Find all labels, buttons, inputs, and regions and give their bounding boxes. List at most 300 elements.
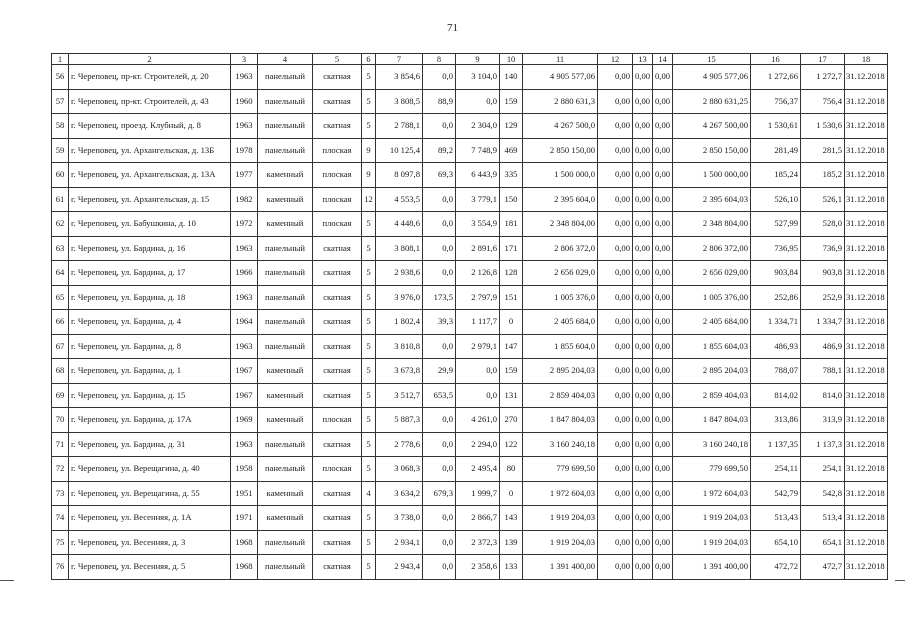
cell-fund-source-1: 0,00: [598, 236, 633, 261]
cell-roof-type: плоская: [313, 187, 362, 212]
cell-fund-source-2: 0,00: [633, 481, 653, 506]
cell-fund-source-2: 0,00: [633, 138, 653, 163]
cell-total-cost: 2 405 684,0: [523, 310, 598, 335]
cell-fund-source-1: 0,00: [598, 481, 633, 506]
cell-residents: 128: [500, 261, 523, 286]
table-row: [52, 359, 888, 384]
table-row: [52, 334, 888, 359]
cell-max-cost-per-sqm: 281,5: [801, 138, 845, 163]
cell-total-cost: 1 005 376,0: [523, 285, 598, 310]
cell-year-built: 1963: [231, 285, 258, 310]
cell-row-number: 74: [52, 506, 69, 531]
cell-residents: 181: [500, 212, 523, 237]
cell-roof-type: плоская: [313, 408, 362, 433]
cell-fund-source-1: 0,00: [598, 383, 633, 408]
cell-owner-funds: 1 391 400,00: [673, 555, 751, 580]
cell-residential-area: 0,0: [456, 383, 500, 408]
cell-residential-area: 2 304,0: [456, 114, 500, 139]
cell-residential-area: 6 443,9: [456, 163, 500, 188]
table-row: [52, 408, 888, 433]
cell-owner-funds: 1 972 604,03: [673, 481, 751, 506]
cell-floors: 5: [362, 555, 376, 580]
cell-row-number: 62: [52, 212, 69, 237]
cell-total-cost: 3 160 240,18: [523, 432, 598, 457]
cell-row-number: 67: [52, 334, 69, 359]
column-header-11: 11: [523, 54, 598, 65]
cell-fund-source-3: 0,00: [653, 163, 673, 188]
cell-residents: 159: [500, 89, 523, 114]
cell-floors: 5: [362, 432, 376, 457]
cell-cost-per-sqm: 1 334,71: [751, 310, 801, 335]
cell-nonresidential-area: 0,0: [423, 555, 456, 580]
cell-wall-material: каменный: [258, 383, 313, 408]
cell-completion-date: 31.12.2018: [845, 432, 888, 457]
cell-owner-funds: 2 880 631,25: [673, 89, 751, 114]
cell-total-area: 3 068,3: [376, 457, 423, 482]
cell-fund-source-2: 0,00: [633, 212, 653, 237]
cell-floors: 5: [362, 89, 376, 114]
cell-max-cost-per-sqm: 313,9: [801, 408, 845, 433]
cell-max-cost-per-sqm: 254,1: [801, 457, 845, 482]
cell-residents: 270: [500, 408, 523, 433]
cell-completion-date: 31.12.2018: [845, 506, 888, 531]
cell-address: г. Череповец, ул. Бардина, д. 31: [69, 432, 231, 457]
cell-fund-source-1: 0,00: [598, 408, 633, 433]
cell-year-built: 1958: [231, 457, 258, 482]
cell-row-number: 76: [52, 555, 69, 580]
cell-total-cost: 779 699,50: [523, 457, 598, 482]
cell-roof-type: скатная: [313, 506, 362, 531]
cell-residential-area: 2 126,8: [456, 261, 500, 286]
cell-fund-source-3: 0,00: [653, 310, 673, 335]
cell-wall-material: каменный: [258, 359, 313, 384]
column-header-12: 12: [598, 54, 633, 65]
table-row: [52, 236, 888, 261]
cell-fund-source-1: 0,00: [598, 310, 633, 335]
cell-floors: 5: [362, 530, 376, 555]
cell-owner-funds: 2 395 604,03: [673, 187, 751, 212]
cell-fund-source-3: 0,00: [653, 138, 673, 163]
cell-fund-source-3: 0,00: [653, 65, 673, 90]
cell-total-area: 3 808,1: [376, 236, 423, 261]
cell-max-cost-per-sqm: 513,4: [801, 506, 845, 531]
cell-residents: 335: [500, 163, 523, 188]
cell-total-cost: 2 895 204,03: [523, 359, 598, 384]
cell-nonresidential-area: 29,9: [423, 359, 456, 384]
cell-year-built: 1966: [231, 261, 258, 286]
table-row: [52, 285, 888, 310]
cell-total-area: 2 934,1: [376, 530, 423, 555]
cell-wall-material: каменный: [258, 187, 313, 212]
cell-fund-source-1: 0,00: [598, 457, 633, 482]
cell-total-area: 2 778,6: [376, 432, 423, 457]
cell-year-built: 1982: [231, 187, 258, 212]
cell-fund-source-2: 0,00: [633, 506, 653, 531]
cell-fund-source-3: 0,00: [653, 432, 673, 457]
table-row: [52, 261, 888, 286]
cell-fund-source-2: 0,00: [633, 65, 653, 90]
cell-fund-source-3: 0,00: [653, 383, 673, 408]
cell-fund-source-2: 0,00: [633, 285, 653, 310]
cell-max-cost-per-sqm: 526,1: [801, 187, 845, 212]
cell-owner-funds: 1 847 804,03: [673, 408, 751, 433]
cell-total-area: 2 943,4: [376, 555, 423, 580]
cell-completion-date: 31.12.2018: [845, 89, 888, 114]
page-number: 71: [447, 22, 458, 34]
cell-max-cost-per-sqm: 528,0: [801, 212, 845, 237]
cell-owner-funds: 2 859 404,03: [673, 383, 751, 408]
cell-row-number: 59: [52, 138, 69, 163]
cell-address: г. Череповец, ул. Весенняя, д. 5: [69, 555, 231, 580]
column-header-14: 14: [653, 54, 673, 65]
cell-cost-per-sqm: 814,02: [751, 383, 801, 408]
cell-residents: 171: [500, 236, 523, 261]
cell-nonresidential-area: 0,0: [423, 187, 456, 212]
cell-completion-date: 31.12.2018: [845, 163, 888, 188]
cell-fund-source-3: 0,00: [653, 408, 673, 433]
table-row: [52, 506, 888, 531]
column-header-6: 6: [362, 54, 376, 65]
cell-owner-funds: 2 656 029,00: [673, 261, 751, 286]
cell-wall-material: каменный: [258, 506, 313, 531]
cell-total-cost: 2 850 150,00: [523, 138, 598, 163]
cell-wall-material: панельный: [258, 65, 313, 90]
cell-year-built: 1968: [231, 555, 258, 580]
cell-wall-material: панельный: [258, 432, 313, 457]
cell-nonresidential-area: 0,0: [423, 530, 456, 555]
cell-completion-date: 31.12.2018: [845, 530, 888, 555]
cell-residential-area: 1 999,7: [456, 481, 500, 506]
cell-year-built: 1972: [231, 212, 258, 237]
cell-cost-per-sqm: 527,99: [751, 212, 801, 237]
cell-fund-source-2: 0,00: [633, 187, 653, 212]
cell-floors: 5: [362, 506, 376, 531]
cell-fund-source-2: 0,00: [633, 310, 653, 335]
cell-residential-area: 7 748,9: [456, 138, 500, 163]
cell-residential-area: 2 294,0: [456, 432, 500, 457]
column-header-18: 18: [845, 54, 888, 65]
cell-nonresidential-area: 0,0: [423, 432, 456, 457]
cell-year-built: 1951: [231, 481, 258, 506]
cell-total-cost: 4 267 500,0: [523, 114, 598, 139]
left-edge-mark: [0, 580, 14, 581]
cell-row-number: 60: [52, 163, 69, 188]
cell-total-area: 2 938,6: [376, 261, 423, 286]
cell-owner-funds: 779 699,50: [673, 457, 751, 482]
column-header-4: 4: [258, 54, 313, 65]
cell-completion-date: 31.12.2018: [845, 212, 888, 237]
table-header: [52, 54, 888, 65]
cell-total-area: 4 448,6: [376, 212, 423, 237]
cell-residential-area: 2 866,7: [456, 506, 500, 531]
cell-total-area: 5 887,3: [376, 408, 423, 433]
cell-residential-area: 1 117,7: [456, 310, 500, 335]
cell-residents: 159: [500, 359, 523, 384]
cell-nonresidential-area: 0,0: [423, 212, 456, 237]
cell-completion-date: 31.12.2018: [845, 187, 888, 212]
cell-row-number: 63: [52, 236, 69, 261]
table-row: [52, 555, 888, 580]
registry-table: [51, 53, 888, 580]
cell-max-cost-per-sqm: 486,9: [801, 334, 845, 359]
cell-row-number: 64: [52, 261, 69, 286]
cell-total-area: 3 738,0: [376, 506, 423, 531]
table-row: [52, 212, 888, 237]
cell-owner-funds: 1 005 376,00: [673, 285, 751, 310]
cell-completion-date: 31.12.2018: [845, 236, 888, 261]
cell-cost-per-sqm: 252,86: [751, 285, 801, 310]
cell-fund-source-2: 0,00: [633, 261, 653, 286]
cell-address: г. Череповец, ул. Бардина, д. 18: [69, 285, 231, 310]
cell-fund-source-1: 0,00: [598, 334, 633, 359]
cell-owner-funds: 1 919 204,03: [673, 506, 751, 531]
cell-fund-source-1: 0,00: [598, 138, 633, 163]
cell-wall-material: панельный: [258, 310, 313, 335]
column-header-7: 7: [376, 54, 423, 65]
table-row: [52, 187, 888, 212]
cell-total-cost: 1 919 204,03: [523, 530, 598, 555]
cell-fund-source-1: 0,00: [598, 285, 633, 310]
column-header-13: 13: [633, 54, 653, 65]
cell-fund-source-1: 0,00: [598, 65, 633, 90]
cell-roof-type: скатная: [313, 261, 362, 286]
cell-nonresidential-area: 89,2: [423, 138, 456, 163]
cell-fund-source-2: 0,00: [633, 408, 653, 433]
cell-roof-type: скатная: [313, 359, 362, 384]
column-header-10: 10: [500, 54, 523, 65]
cell-nonresidential-area: 173,5: [423, 285, 456, 310]
cell-fund-source-2: 0,00: [633, 236, 653, 261]
cell-fund-source-2: 0,00: [633, 114, 653, 139]
cell-nonresidential-area: 0,0: [423, 457, 456, 482]
cell-max-cost-per-sqm: 1 334,7: [801, 310, 845, 335]
cell-total-cost: 1 391 400,00: [523, 555, 598, 580]
table-row: [52, 481, 888, 506]
cell-roof-type: плоская: [313, 457, 362, 482]
cell-cost-per-sqm: 281,49: [751, 138, 801, 163]
cell-residents: 133: [500, 555, 523, 580]
cell-address: г. Череповец, ул. Бардина, д. 15: [69, 383, 231, 408]
cell-nonresidential-area: 653,5: [423, 383, 456, 408]
cell-floors: 5: [362, 212, 376, 237]
cell-total-area: 1 802,4: [376, 310, 423, 335]
cell-roof-type: скатная: [313, 65, 362, 90]
cell-cost-per-sqm: 513,43: [751, 506, 801, 531]
cell-fund-source-3: 0,00: [653, 236, 673, 261]
cell-wall-material: панельный: [258, 138, 313, 163]
cell-address: г. Череповец, ул. Весенняя, д. 1А: [69, 506, 231, 531]
cell-residential-area: 2 891,6: [456, 236, 500, 261]
cell-residents: 0: [500, 310, 523, 335]
cell-total-area: 4 553,5: [376, 187, 423, 212]
cell-fund-source-1: 0,00: [598, 530, 633, 555]
cell-max-cost-per-sqm: 1 530,6: [801, 114, 845, 139]
cell-fund-source-1: 0,00: [598, 506, 633, 531]
cell-completion-date: 31.12.2018: [845, 555, 888, 580]
cell-residents: 151: [500, 285, 523, 310]
cell-row-number: 69: [52, 383, 69, 408]
cell-residential-area: 3 554,9: [456, 212, 500, 237]
cell-roof-type: плоская: [313, 163, 362, 188]
cell-cost-per-sqm: 903,84: [751, 261, 801, 286]
cell-nonresidential-area: 0,0: [423, 408, 456, 433]
cell-row-number: 65: [52, 285, 69, 310]
cell-residential-area: 0,0: [456, 359, 500, 384]
cell-total-area: 3 808,5: [376, 89, 423, 114]
cell-owner-funds: 2 895 204,03: [673, 359, 751, 384]
cell-residents: 122: [500, 432, 523, 457]
cell-nonresidential-area: 679,3: [423, 481, 456, 506]
cell-total-cost: 1 847 804,03: [523, 408, 598, 433]
cell-floors: 5: [362, 359, 376, 384]
cell-address: г. Череповец, ул. Верещагина, д. 40: [69, 457, 231, 482]
cell-year-built: 1969: [231, 408, 258, 433]
cell-residential-area: 2 358,6: [456, 555, 500, 580]
cell-roof-type: скатная: [313, 236, 362, 261]
cell-cost-per-sqm: 756,37: [751, 89, 801, 114]
cell-nonresidential-area: 0,0: [423, 506, 456, 531]
cell-total-cost: 2 395 604,0: [523, 187, 598, 212]
cell-row-number: 72: [52, 457, 69, 482]
cell-floors: 5: [362, 285, 376, 310]
cell-max-cost-per-sqm: 542,8: [801, 481, 845, 506]
cell-cost-per-sqm: 1 530,61: [751, 114, 801, 139]
cell-address: г. Череповец, ул. Архангельская, д. 13А: [69, 163, 231, 188]
cell-roof-type: скатная: [313, 89, 362, 114]
cell-residents: 0: [500, 481, 523, 506]
cell-fund-source-1: 0,00: [598, 212, 633, 237]
cell-address: г. Череповец, пр-кт. Строителей, д. 43: [69, 89, 231, 114]
cell-year-built: 1963: [231, 334, 258, 359]
cell-address: г. Череповец, ул. Бабушкина, д. 10: [69, 212, 231, 237]
cell-floors: 5: [362, 114, 376, 139]
cell-floors: 12: [362, 187, 376, 212]
cell-roof-type: скатная: [313, 530, 362, 555]
cell-fund-source-2: 0,00: [633, 163, 653, 188]
cell-owner-funds: 2 850 150,00: [673, 138, 751, 163]
cell-nonresidential-area: 0,0: [423, 261, 456, 286]
cell-cost-per-sqm: 542,79: [751, 481, 801, 506]
cell-completion-date: 31.12.2018: [845, 481, 888, 506]
cell-total-cost: 2 348 804,00: [523, 212, 598, 237]
cell-fund-source-2: 0,00: [633, 383, 653, 408]
cell-fund-source-2: 0,00: [633, 555, 653, 580]
cell-address: г. Череповец, ул. Бардина, д. 16: [69, 236, 231, 261]
cell-total-cost: 1 500 000,0: [523, 163, 598, 188]
cell-cost-per-sqm: 526,10: [751, 187, 801, 212]
right-edge-mark: [895, 580, 905, 581]
cell-floors: 5: [362, 457, 376, 482]
cell-fund-source-3: 0,00: [653, 285, 673, 310]
cell-year-built: 1963: [231, 65, 258, 90]
cell-address: г. Череповец, ул. Бардина, д. 4: [69, 310, 231, 335]
cell-owner-funds: 4 905 577,06: [673, 65, 751, 90]
cell-cost-per-sqm: 736,95: [751, 236, 801, 261]
cell-floors: 5: [362, 383, 376, 408]
table-row: [52, 65, 888, 90]
cell-fund-source-2: 0,00: [633, 359, 653, 384]
cell-completion-date: 31.12.2018: [845, 65, 888, 90]
cell-floors: 4: [362, 481, 376, 506]
cell-row-number: 75: [52, 530, 69, 555]
cell-address: г. Череповец, ул. Бардина, д. 17: [69, 261, 231, 286]
cell-owner-funds: 2 806 372,00: [673, 236, 751, 261]
column-header-17: 17: [801, 54, 845, 65]
cell-roof-type: скатная: [313, 555, 362, 580]
cell-fund-source-1: 0,00: [598, 163, 633, 188]
cell-residential-area: 2 495,4: [456, 457, 500, 482]
cell-year-built: 1968: [231, 530, 258, 555]
header-row: [52, 54, 888, 65]
cell-fund-source-1: 0,00: [598, 89, 633, 114]
cell-max-cost-per-sqm: 252,9: [801, 285, 845, 310]
cell-cost-per-sqm: 472,72: [751, 555, 801, 580]
cell-completion-date: 31.12.2018: [845, 114, 888, 139]
cell-total-area: 3 512,7: [376, 383, 423, 408]
cell-nonresidential-area: 0,0: [423, 65, 456, 90]
table-row: [52, 310, 888, 335]
cell-max-cost-per-sqm: 472,7: [801, 555, 845, 580]
cell-nonresidential-area: 39,3: [423, 310, 456, 335]
cell-cost-per-sqm: 185,24: [751, 163, 801, 188]
cell-fund-source-1: 0,00: [598, 114, 633, 139]
cell-wall-material: панельный: [258, 457, 313, 482]
cell-total-area: 8 097,8: [376, 163, 423, 188]
cell-roof-type: плоская: [313, 138, 362, 163]
cell-roof-type: скатная: [313, 334, 362, 359]
cell-year-built: 1960: [231, 89, 258, 114]
cell-row-number: 70: [52, 408, 69, 433]
cell-fund-source-3: 0,00: [653, 481, 673, 506]
cell-total-cost: 1 919 204,03: [523, 506, 598, 531]
cell-cost-per-sqm: 788,07: [751, 359, 801, 384]
table-row: [52, 530, 888, 555]
cell-total-area: 2 788,1: [376, 114, 423, 139]
cell-year-built: 1977: [231, 163, 258, 188]
cell-residents: 140: [500, 65, 523, 90]
cell-fund-source-2: 0,00: [633, 89, 653, 114]
cell-max-cost-per-sqm: 814,0: [801, 383, 845, 408]
table-row: [52, 457, 888, 482]
cell-total-cost: 2 859 404,03: [523, 383, 598, 408]
cell-completion-date: 31.12.2018: [845, 334, 888, 359]
registry-table-container: [51, 53, 888, 580]
cell-roof-type: скатная: [313, 310, 362, 335]
cell-residential-area: 3 104,0: [456, 65, 500, 90]
cell-fund-source-1: 0,00: [598, 555, 633, 580]
cell-residential-area: 0,0: [456, 89, 500, 114]
cell-wall-material: панельный: [258, 114, 313, 139]
cell-fund-source-3: 0,00: [653, 187, 673, 212]
cell-fund-source-3: 0,00: [653, 114, 673, 139]
cell-fund-source-3: 0,00: [653, 334, 673, 359]
cell-total-cost: 2 656 029,0: [523, 261, 598, 286]
cell-floors: 5: [362, 334, 376, 359]
cell-row-number: 56: [52, 65, 69, 90]
cell-fund-source-1: 0,00: [598, 187, 633, 212]
cell-wall-material: панельный: [258, 261, 313, 286]
cell-roof-type: скатная: [313, 285, 362, 310]
cell-row-number: 57: [52, 89, 69, 114]
cell-row-number: 58: [52, 114, 69, 139]
cell-max-cost-per-sqm: 1 272,7: [801, 65, 845, 90]
cell-roof-type: скатная: [313, 432, 362, 457]
cell-row-number: 61: [52, 187, 69, 212]
cell-floors: 9: [362, 163, 376, 188]
cell-year-built: 1967: [231, 383, 258, 408]
cell-owner-funds: 4 267 500,00: [673, 114, 751, 139]
cell-fund-source-3: 0,00: [653, 261, 673, 286]
